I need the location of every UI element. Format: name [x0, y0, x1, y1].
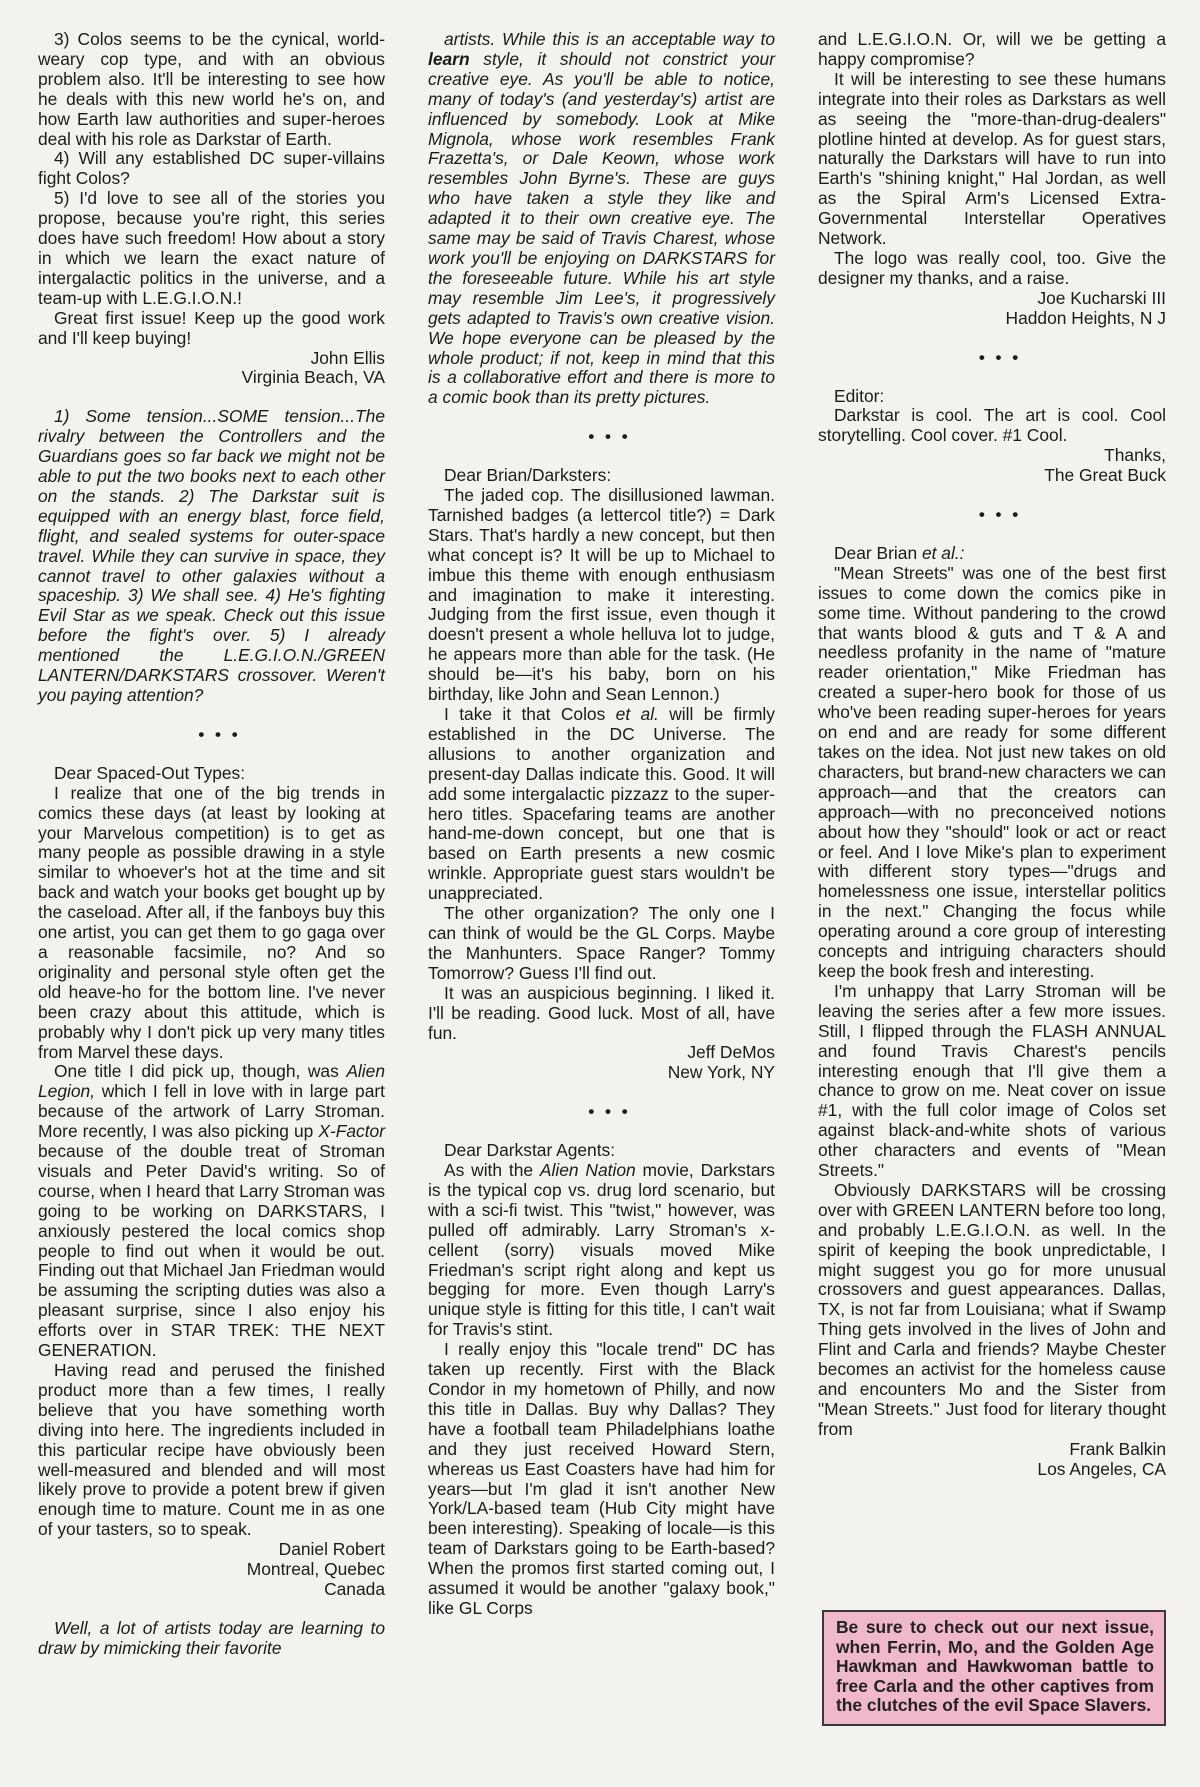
signature-name: Daniel Robert	[278, 1539, 385, 1560]
signature-jeff-demos	[428, 1043, 775, 1083]
letter-paragraph: The logo was really cool, too. Give the designer my thanks, and a raise.	[818, 247, 1166, 288]
signature-place: New York, NY	[667, 1062, 775, 1083]
next-issue-promo-box: Be sure to check out our next issue, when Ferrin, Mo, and the Golden Age Hawkman and Hawkwoman battle to free Carla and the other captives from the clutches of the evil Space Slavers.	[822, 1610, 1166, 1726]
letter-paragraph: It was an auspicious beginning. I liked it. I'll be reading. Good luck. Most of all, have fun.	[428, 982, 775, 1043]
letter-paragraph: Darkstar is cool. The art is cool. Cool storytelling. Cool cover. #1 Cool.	[818, 405, 1166, 446]
signature-name: Jeff DeMos	[687, 1042, 775, 1063]
letter-paragraph: The other organization? The only one I can think of would be the GL Corps. Maybe the Manhunters. Space Ranger? Tommy Tomorrow? Guess I'll find out.	[428, 903, 775, 983]
letter-salutation: Dear Darkstar Agents:	[444, 1140, 616, 1161]
signature-place: Los Angeles, CA	[1037, 1458, 1166, 1479]
section-divider: • • •	[588, 1102, 631, 1122]
letter-paragraph: 3) Colos seems to be the cynical, world-weary cop type, and with an obvious problem also. It'll be interesting to see how he deals with this new world he's on, and how Earth law authorities and super-heroes deal with his role as Darkstar of Earth.	[38, 29, 385, 149]
section-divider: • • •	[978, 505, 1022, 525]
letter-paragraph: 4) Will any established DC super-villains fight Colos?	[38, 148, 385, 189]
signature-name: John Ellis	[310, 347, 385, 368]
letter-paragraph: Great first issue! Keep up the good work and I'll keep buying!	[38, 307, 385, 348]
column-2	[428, 30, 775, 1619]
letter-paragraph: and L.E.G.I.O.N. Or, will we be getting a happy compromise?	[818, 29, 1166, 69]
signature-name: The Great Buck	[1044, 465, 1166, 486]
letter-salutation: Editor:	[834, 385, 885, 406]
signature-great-buck	[818, 446, 1166, 486]
letter-paragraph: It will be interesting to see these humans integrate into their roles as Darkstars as well as seeing the "more-than-drug-dealers" plotline hinted at develop. As for guest stars, naturally the Darkstars will have to run into Earth's "shining knight," Hal Jordan, as well as the Spiral Arm's Licensed Extra-Governmental Interstellar Operatives Network.	[818, 68, 1166, 249]
letter-paragraph: I realize that one of the big trends in comics these days (at least by looking at your Marvelous competition) is to get as many people as possible drawing in a style similar to whoever's hot at the time and sit back and watch your books get bought up by the caseload. After all, if the fanboys buy this one artist, you can get them to go gaga over a reasonable facsimile, no? And so originality and personal style often get the old heave-ho for the bottom line. I've never been crazy about this attitude, which is probably why I don't pick up very many titles from Marvel these days.	[38, 782, 385, 1062]
signature-name: Frank Balkin	[1069, 1438, 1166, 1459]
letter-paragraph: 5) I'd love to see all of the stories you propose, because you're right, this series does have such freedom! How about a story in which we learn the exact nature of intergalactic politics in the universe, and a team-up with L.E.G.I.O.N.!	[38, 188, 385, 308]
editor-reply: 1) Some tension...SOME tension...The rivalry between the Controllers and the Guardians goes so far back we might not be able to put the two books next to each other on the stands. 2) The Darkstar suit is equipped with an energy blast, force field, flight, and sealed systems for outer-space travel. While they can survive in space, they cannot travel to other galaxies without a spaceship. 3) We shall see. 4) He's fighting Evil Star as we speak. Check out this issue before the fight's over. 5) I already mentioned the L.E.G.I.O.N./GREEN LANTERN/DARKSTARS crossover. Weren't you paying attention?	[38, 406, 385, 705]
letter-paragraph: One title I did pick up, though, was Alien Legion, which I fell in love with in large part because of the artwork of Larry Stroman. More recently, I was also picking up X-Factor because of the double treat of Stroman visuals and Peter David's writing. So of course, when I heard that Larry Stroman was going to be working on DARKSTARS, I anxiously pestered the local comics shop people to find out when it would be out. Finding out that Michael Jan Friedman would be assuming the scripting duties was also a pleasant surprise, since I also enjoy his efforts over in STAR TREK: THE NEXT GENERATION.	[38, 1061, 386, 1361]
letter-paragraph: "Mean Streets" was one of the best first issues to come down the comics pike in some time. Without pandering to the crowd that wants blood & guts and T & A and needless profanity in the name of "mature reader orientation," Mike Friedman has created a super-hero book for those of us who've been reading super-heroes for years on end and are ready for some different takes on the idea. Not just new takes on old characters, but brand-new characters we can approach—and that the creators can approach—with no preconceived notions about how they "should" look or act or react or feel. And I love Mike's plan to experiment with different story types—"drugs and homelessness one issue, interstellar politics in the next." Changing the focus while operating around a core group of interesting concepts and intriguing characters should keep the book fresh and interesting.	[818, 562, 1166, 981]
section-divider: • • •	[978, 347, 1022, 367]
letter-paragraph: Having read and perused the finished product more than a few times, I really believe that you have something worth diving into here. The ingredients included in this particular recipe have obviously been well-measured and blended and will most likely prove to provide a potent brew if given enough time to mature. Count me in as one of your tasters, so to speak.	[38, 1360, 385, 1540]
signature-daniel-robert	[38, 1540, 385, 1600]
title-alien-legion: Alien Legion,	[38, 1061, 385, 1102]
title-x-factor: X-Factor	[318, 1121, 385, 1142]
letter-salutation: Dear Brian/Darksters:	[444, 465, 612, 486]
letter-paragraph: The jaded cop. The disillusioned lawman. Tarnished badges (a lettercol title?) = Dark Stars. That's hardly a new concept, but then what concept is? It will be up to Michael to imbue this theme with enough enthusiasm and imagination to make it interesting. Judging from the first issue, even though it doesn't present a whole helluva lot to judge, he appears more than able for the task. (He should be—it's his baby, born on his birthday, like John and Sean Lennon.)	[428, 485, 775, 705]
editor-reply-continued: artists. While this is an acceptable way to learn style, it should not constrict your creative eye. As you'll be able to notice, many of today's (and yesterday's) artist are influenced by somebody. Look at Mike Mignola, whose work resembles Frank Frazetta's, or Dale Keown, whose work resembles John Byrne's. These are guys who have taken a style they like and adapted it to their own creative eye. The same may be said of Travis Charest, whose work you'll be enjoying on DARKSTARS for the foreseeable future. While his art style may resemble Jim Lee's, it progressively gets adapted to Travis's own creative vision. We hope everyone can be pleased by the whole product; if not, keep in mind that this is a collaborative effort and there is more to a comic book than its pretty pictures.	[428, 29, 775, 408]
letter-salutation: Dear Spaced-Out Types:	[54, 762, 246, 783]
section-divider: • • •	[198, 724, 241, 744]
signature-place: Virginia Beach, VA	[241, 367, 385, 388]
column-3	[818, 30, 1166, 1480]
letter-paragraph: I really enjoy this "locale trend" DC has taken up recently. First with the Black Condor in my hometown of Philly, and now this title in Dallas. Buy why Dallas? They have a football team Philadelphians loathe and they just received Howard Stern, whereas us East Coasters have had him for years—but I'm glad it isn't another New York/LA-based team (Hub City might have been interesting). Speaking of locale—is this team of Darkstars going to be Earth-based? When the promos first started coming out, I assumed it would be another "galaxy book," like GL Corps	[428, 1339, 775, 1618]
letter-salutation: Dear Brian et al.:	[834, 542, 965, 563]
signature-place: Haddon Heights, N J	[1005, 307, 1166, 328]
letter-paragraph: As with the Alien Nation movie, Darkstars is the typical cop vs. drug lord scenario, but with a sci-fi twist. This "twist," however, was pulled off admirably. Larry Stroman's x-cellent (sorry) visuals moved Mike Friedman's script right along and kept us begging for more. Even though Larry's unique style is fitting for this title, I can't wait for Travis's stint.	[428, 1160, 775, 1340]
column-1	[38, 30, 385, 1659]
signature-name: Joe Kucharski III	[1037, 287, 1166, 308]
emphasis-learn: learn	[428, 48, 470, 69]
signature-joe-kucharski	[818, 289, 1166, 329]
editor-reply-start: Well, a lot of artists today are learning to draw by mimicking their favorite	[38, 1617, 385, 1658]
signature-frank-balkin	[818, 1440, 1166, 1480]
letter-paragraph: Obviously DARKSTARS will be crossing over with GREEN LANTERN before too long, and probably L.E.G.I.O.N. as well. In the spirit of keeping the book unpredictable, I might suggest you go for more unusual crossovers and guest appearances. Dallas, TX, is not far from Louisiana; what if Swamp Thing gets involved in the lives of John and Flint and Carla and friends? Maybe Chester becomes an activist for the homeless cause and encounters Mo and the Sister from "Mean Streets." Just food for literary thought from	[818, 1179, 1166, 1439]
signature-thanks: Thanks,	[1104, 445, 1166, 466]
signature-john-ellis	[38, 349, 385, 389]
title-alien-nation: Alien Nation	[539, 1160, 636, 1181]
section-divider: • • •	[588, 427, 631, 447]
letter-paragraph: I take it that Colos et al. will be firmly established in the DC Universe. The allusions to another organization and present-day Dallas indicate this. Good. It will add some intergalactic pizzazz to the super-hero titles. Spacefaring teams are another hand-me-down concept, but one that is based on Earth presents a new cosmic wrinkle. Appropriate guest stars wouldn't be unappreciated.	[428, 704, 775, 904]
signature-city: Montreal, Quebec	[246, 1559, 385, 1580]
signature-country: Canada	[324, 1578, 385, 1599]
letter-paragraph: I'm unhappy that Larry Stroman will be leaving the series after a few more issues. Still, I flipped through the FLASH ANNUAL and found Travis Charest's pencils interesting enough that I'll give them a chance to grow on me. Neat cover on issue #1, with the full color image of Colos set against black-and-white shots of various other characters and events of "Mean Streets."	[818, 980, 1166, 1181]
